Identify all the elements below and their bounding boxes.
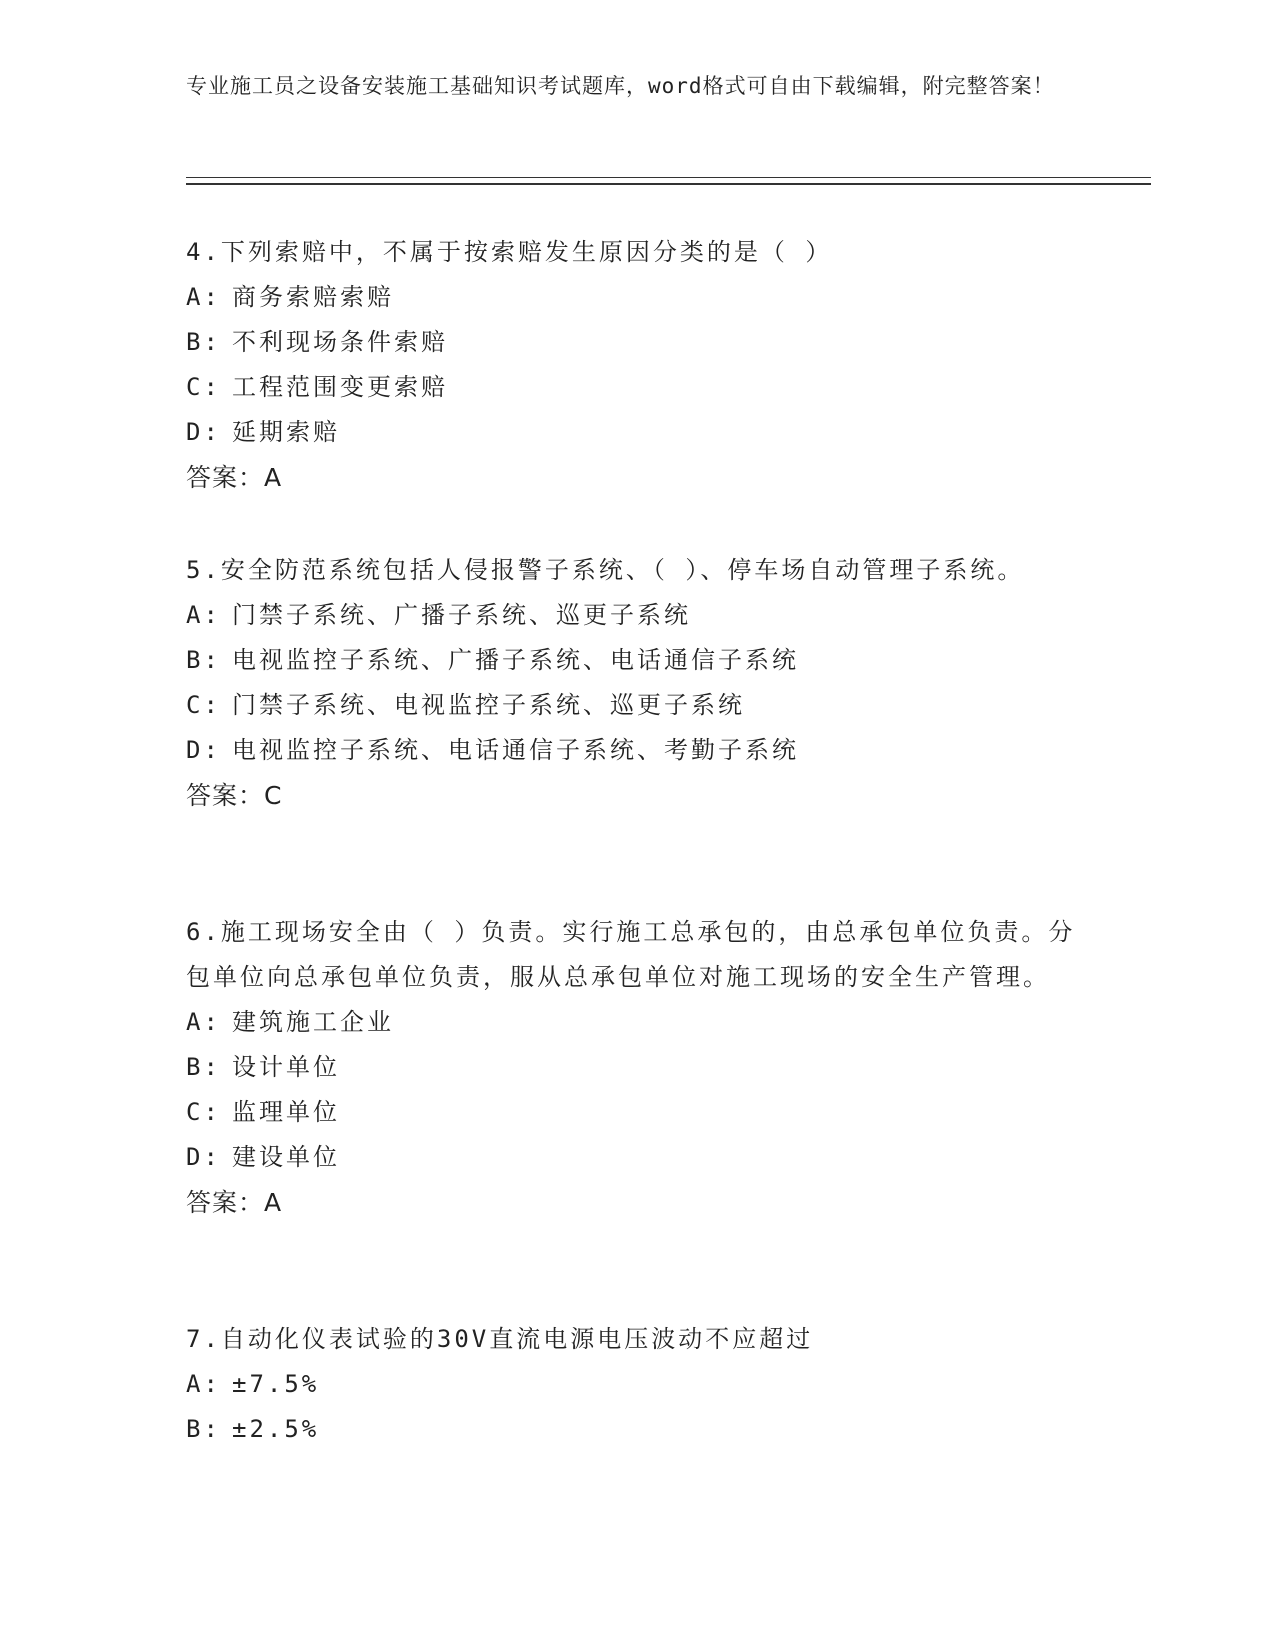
option-c (186, 365, 1086, 410)
option-key: A: (186, 1008, 221, 1036)
question-stem: 6.施工现场安全由（ ）负责。实行施工总承包的，由总承包单位负责。分包单位向总承包单位负责，服从总承包单位对施工现场的安全生产管理。 (186, 918, 1076, 991)
option-key: C: (186, 1098, 221, 1126)
option-text: ±7.5% (232, 1370, 320, 1398)
option-key: A: (186, 283, 221, 311)
option-text: 电视监控子系统、广播子系统、电话通信子系统 (232, 646, 799, 674)
option-key: D: (186, 418, 221, 446)
option-b (186, 320, 1086, 365)
answer: 答案：A (186, 1188, 283, 1217)
option-c (186, 683, 1086, 728)
option-text: 工程范围变更索赔 (232, 373, 448, 401)
option-key: B: (186, 1053, 221, 1081)
header-title: 专业施工员之设备安装施工基础知识考试题库，word格式可自由下载编辑，附完整答案！ (186, 74, 1055, 98)
answer: 答案：A (186, 463, 283, 492)
answer: 答案：C (186, 781, 283, 810)
option-text: 门禁子系统、电视监控子系统、巡更子系统 (232, 691, 745, 719)
option-key: A: (186, 1370, 221, 1398)
question-stem: 7.自动化仪表试验的30V直流电源电压波动不应超过 (186, 1325, 814, 1353)
option-key: B: (186, 646, 221, 674)
option-key: A: (186, 601, 221, 629)
option-key: D: (186, 736, 221, 764)
option-b (186, 1045, 1086, 1090)
option-key: B: (186, 1415, 221, 1443)
option-b (186, 638, 1086, 683)
option-text: 设计单位 (232, 1053, 340, 1081)
option-text: 商务索赔索赔 (232, 283, 394, 311)
question-4 (186, 230, 1086, 500)
option-text: 建筑施工企业 (232, 1008, 394, 1036)
option-key: B: (186, 328, 221, 356)
option-d (186, 1135, 1086, 1180)
option-text: ±2.5% (232, 1415, 320, 1443)
option-text: 电视监控子系统、电话通信子系统、考勤子系统 (232, 736, 799, 764)
option-key: C: (186, 691, 221, 719)
document-header (186, 70, 1066, 103)
question-stem: 4.下列索赔中，不属于按索赔发生原因分类的是（ ） (186, 238, 833, 266)
question-stem: 5.安全防范系统包括人侵报警子系统、（ ）、停车场自动管理子系统。 (186, 556, 1025, 584)
option-text: 延期索赔 (232, 418, 340, 446)
option-b (186, 1407, 1086, 1452)
question-6 (186, 910, 1086, 1225)
option-a (186, 593, 1086, 638)
option-c (186, 1090, 1086, 1135)
question-7 (186, 1317, 1086, 1452)
option-a (186, 1000, 1086, 1045)
option-text: 监理单位 (232, 1098, 340, 1126)
option-d (186, 728, 1086, 773)
header-divider (186, 177, 1151, 185)
option-text: 不利现场条件索赔 (232, 328, 448, 356)
question-5 (186, 548, 1086, 818)
option-a (186, 1362, 1086, 1407)
option-a (186, 275, 1086, 320)
option-key: C: (186, 373, 221, 401)
option-d (186, 410, 1086, 455)
option-text: 建设单位 (232, 1143, 340, 1171)
option-text: 门禁子系统、广播子系统、巡更子系统 (232, 601, 691, 629)
option-key: D: (186, 1143, 221, 1171)
